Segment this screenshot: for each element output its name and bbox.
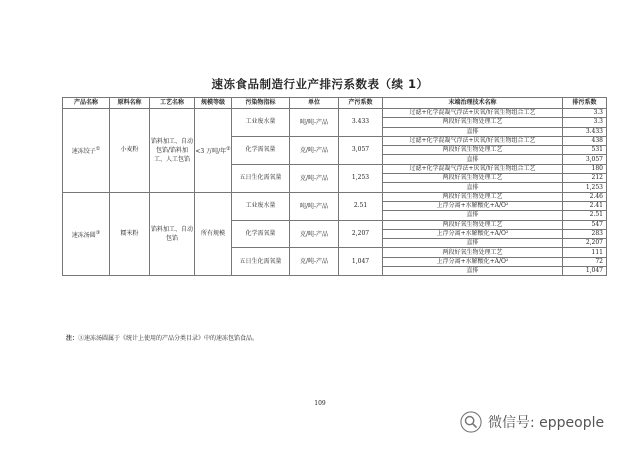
gen-coef-cell: 3,057: [339, 136, 383, 164]
gen-coef-cell: 3.433: [339, 109, 383, 137]
treatment-cell: 直排: [383, 155, 563, 164]
material-cell: 糯米粉: [110, 192, 150, 276]
watermark-text: 微信号: eppeople: [488, 415, 605, 431]
unit-cell: 克/吨-产品: [290, 164, 339, 192]
treatment-cell: 两段好氧生物处理工艺: [383, 146, 563, 155]
treatment-cell: 直排: [383, 239, 563, 248]
treatment-cell: 过滤+化学混凝气浮法+厌氧/好氧生物组合工艺: [383, 136, 563, 145]
treatment-cell: 两段好氧生物处理工艺: [383, 220, 563, 229]
pollutant-cell: 化学需氧量: [232, 136, 290, 164]
treatment-cell: 直排: [383, 211, 563, 220]
col-header: 污染物指标: [232, 98, 290, 109]
discharge-coef-cell: 438: [563, 136, 607, 145]
discharge-coef-cell: 531: [563, 146, 607, 155]
treatment-cell: 上浮分离+水解酸化+A/O²: [383, 229, 563, 238]
pollutant-cell: 化学需氧量: [232, 220, 290, 248]
material-cell: 小麦粉: [110, 109, 150, 193]
col-header: 排污系数: [563, 98, 607, 109]
col-header: 单位: [290, 98, 339, 109]
page-number: 109: [314, 400, 326, 407]
product-name-cell: 速冻汤圆③: [63, 192, 110, 276]
pollutant-cell: 五日生化需氧量: [232, 164, 290, 192]
treatment-cell: 过滤+化学混凝气浮法+厌氧/好氧生物组合工艺: [383, 164, 563, 173]
treatment-cell: 上浮分离+水解酸化+A/O²: [383, 257, 563, 266]
table-title: 速冻食品制造行业产排污系数表（续 1）: [211, 77, 429, 91]
treatment-cell: 过滤+化学混凝气浮法+厌氧/好氧生物组合工艺: [383, 109, 563, 118]
treatment-cell: 两段好氧生物处理工艺: [383, 174, 563, 183]
footnote-label: 注：: [66, 335, 79, 342]
col-header: 原料名称: [110, 98, 150, 109]
scale-cell: <3 万吨/年②: [195, 109, 232, 193]
discharge-coef-cell: 3.433: [563, 127, 607, 136]
unit-cell: 克/吨-产品: [290, 220, 339, 248]
gen-coef-cell: 2,207: [339, 220, 383, 248]
discharge-coef-cell: 3.3: [563, 109, 607, 118]
footnote: [66, 333, 258, 342]
discharge-coef-cell: 2.46: [563, 192, 607, 201]
emission-coefficient-table: [62, 97, 607, 276]
col-header: 末端治理技术名称: [383, 98, 563, 109]
process-cell: 馅料加工、自动包馅/馅料加工、人工包馅: [150, 109, 195, 193]
gen-coef-cell: 1,253: [339, 164, 383, 192]
wechat-watermark: [460, 409, 604, 435]
header-row: [63, 98, 607, 109]
process-cell: 馅料加工、自动包馅: [150, 192, 195, 276]
treatment-cell: 两段好氧生物处理工艺: [383, 118, 563, 127]
col-header: 产品名称: [63, 98, 110, 109]
unit-cell: 吨/吨-产品: [290, 192, 339, 220]
col-header: 产污系数: [339, 98, 383, 109]
discharge-coef-cell: 72: [563, 257, 607, 266]
product-name-cell: 速冻饺子①: [63, 109, 110, 193]
footnote-text: ③速冻汤圆属于《统计上使用的产品分类目录》中的速冻包馅食品。: [78, 335, 259, 342]
treatment-cell: 直排: [383, 183, 563, 192]
col-header: 工艺名称: [150, 98, 195, 109]
table-row: [63, 109, 607, 118]
unit-cell: 克/吨-产品: [290, 136, 339, 164]
discharge-coef-cell: 1,253: [563, 183, 607, 192]
discharge-coef-cell: 283: [563, 229, 607, 238]
discharge-coef-cell: 3.3: [563, 118, 607, 127]
treatment-cell: 上浮分离+水解酸化+A/O²: [383, 201, 563, 210]
discharge-coef-cell: 180: [563, 164, 607, 173]
gen-coef-cell: 2.51: [339, 192, 383, 220]
gen-coef-cell: 1,047: [339, 248, 383, 276]
scale-cell: 所有规模: [195, 192, 232, 276]
table-row: [63, 192, 607, 201]
treatment-cell: 两段好氧生物处理工艺: [383, 192, 563, 201]
unit-cell: 克/吨-产品: [290, 248, 339, 276]
discharge-coef-cell: 2,207: [563, 239, 607, 248]
pollutant-cell: 工业废水量: [232, 192, 290, 220]
col-header: 规模等级: [195, 98, 232, 109]
wechat-search-icon: [460, 411, 482, 433]
treatment-cell: 两段好氧生物处理工艺: [383, 248, 563, 257]
discharge-coef-cell: 111: [563, 248, 607, 257]
discharge-coef-cell: 212: [563, 174, 607, 183]
discharge-coef-cell: 547: [563, 220, 607, 229]
pollutant-cell: 五日生化需氧量: [232, 248, 290, 276]
pollutant-cell: 工业废水量: [232, 109, 290, 137]
discharge-coef-cell: 1,047: [563, 267, 607, 276]
unit-cell: 吨/吨-产品: [290, 109, 339, 137]
discharge-coef-cell: 2.41: [563, 201, 607, 210]
treatment-cell: 直排: [383, 267, 563, 276]
discharge-coef-cell: 3,057: [563, 155, 607, 164]
treatment-cell: 直排: [383, 127, 563, 136]
discharge-coef-cell: 2.51: [563, 211, 607, 220]
